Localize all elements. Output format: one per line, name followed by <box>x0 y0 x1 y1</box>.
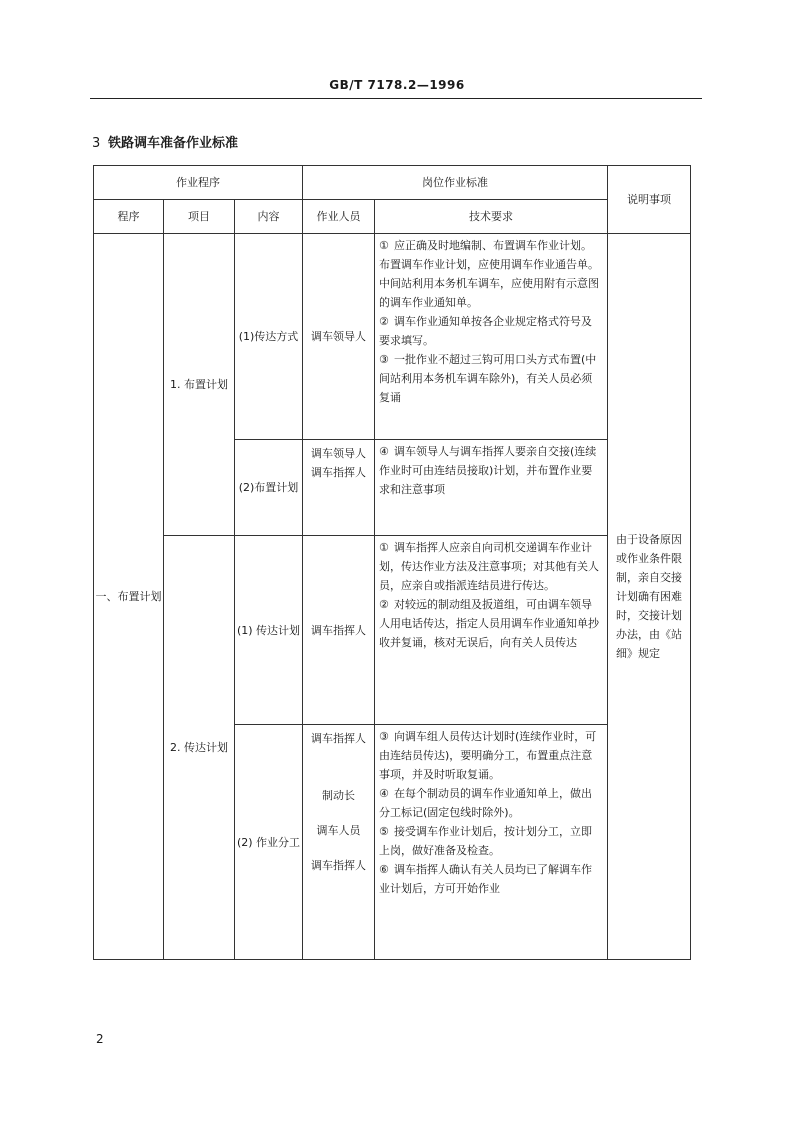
section-title-text: 铁路调车准备作业标准 <box>108 136 239 151</box>
requirement-item: ③ 向调车组人员传达计划时(连续作业时，可由连结员传达)，要明确分工，布置重点注意事项，并及时听取复诵。 <box>379 730 597 781</box>
requirement-item: ① 应正确及时地编制、布置调车作业计划。布置调车作业计划，应使用调车作业通告单。中间站利用本务机车调车，应使用附有示意图的调车作业通知单。 <box>379 239 599 309</box>
requirement-item: ⑤ 接受调车作业计划后，按计划分工，立即上岗，做好准备及检查。 <box>379 825 592 857</box>
personnel-cell <box>303 234 375 440</box>
personnel-name: 调车指挥人 <box>311 859 366 872</box>
item-cell-1: 1. 布置计划 <box>164 234 235 536</box>
section-title <box>92 132 238 151</box>
col-header-tech: 技术要求 <box>375 200 608 234</box>
personnel-name: 调车领导人 <box>311 330 366 343</box>
group-header-standard: 岗位作业标准 <box>303 166 608 200</box>
personnel-name: 调车领导人 <box>311 447 366 460</box>
standard-table <box>93 165 691 960</box>
page-number: 2 <box>96 1032 104 1046</box>
requirement-item: ② 调车作业通知单按各企业规定格式符号及要求填写。 <box>379 315 592 347</box>
col-header-item: 项目 <box>164 200 235 234</box>
requirement-item: ② 对较远的制动组及扳道组，可由调车领导人用电话传达，指定人员用调车作业通知单抄收并复诵，核对无误后，向有关人员传达 <box>379 598 599 649</box>
requirements-cell <box>375 725 608 960</box>
requirements-cell <box>375 536 608 725</box>
program-cell: 一、布置计划 <box>94 234 164 960</box>
personnel-name: 调车指挥人 <box>311 466 366 479</box>
content-cell: (1)传达方式 <box>235 234 303 440</box>
standard-code-header: GB/T 7178.2—1996 <box>329 78 465 92</box>
requirements-cell <box>375 440 608 536</box>
personnel-cell <box>303 440 375 536</box>
requirement-item: ③ 一批作业不超过三钩可用口头方式布置(中间站利用本务机车调车除外)，有关人员必须复诵 <box>379 353 597 404</box>
content-cell: (1) 传达计划 <box>235 536 303 725</box>
group-header-procedure: 作业程序 <box>94 166 303 200</box>
personnel-name: 制动长 <box>322 789 355 802</box>
personnel-name: 调车指挥人 <box>311 623 366 637</box>
content-cell: (2) 作业分工 <box>235 725 303 960</box>
personnel-name: 调车人员 <box>316 824 361 837</box>
requirements-cell <box>375 234 608 440</box>
content-cell: (2)布置计划 <box>235 440 303 536</box>
requirement-item: ① 调车指挥人应亲自向司机交递调车作业计划，传达作业方法及注意事项；对其他有关人员，应亲自或指派连结员进行传达。 <box>379 541 599 592</box>
group-header-notes: 说明事项 <box>608 166 691 234</box>
col-header-personnel: 作业人员 <box>303 200 375 234</box>
requirement-item: ④ 在每个制动员的调车作业通知单上，做出分工标记(固定包线时除外)。 <box>379 787 592 819</box>
personnel-name: 调车指挥人 <box>311 732 366 745</box>
item-cell-2: 2. 传达计划 <box>164 536 235 960</box>
col-header-program: 程序 <box>94 200 164 234</box>
header-rule <box>90 98 702 99</box>
notes-cell: 由于设备原因或作业条件限制，亲自交接计划确有困难时，交接计划办法，由《站细》规定 <box>608 234 691 960</box>
requirement-item: ④ 调车领导人与调车指挥人要亲自交接(连续作业时可由连结员接取)计划，并布置作业要求和注意事项 <box>379 445 597 496</box>
requirement-item: ⑥ 调车指挥人确认有关人员均已了解调车作业计划后，方可开始作业 <box>379 863 592 895</box>
personnel-cell <box>303 536 375 725</box>
col-header-content: 内容 <box>235 200 303 234</box>
section-number: 3 <box>92 136 101 151</box>
personnel-cell <box>303 725 375 960</box>
